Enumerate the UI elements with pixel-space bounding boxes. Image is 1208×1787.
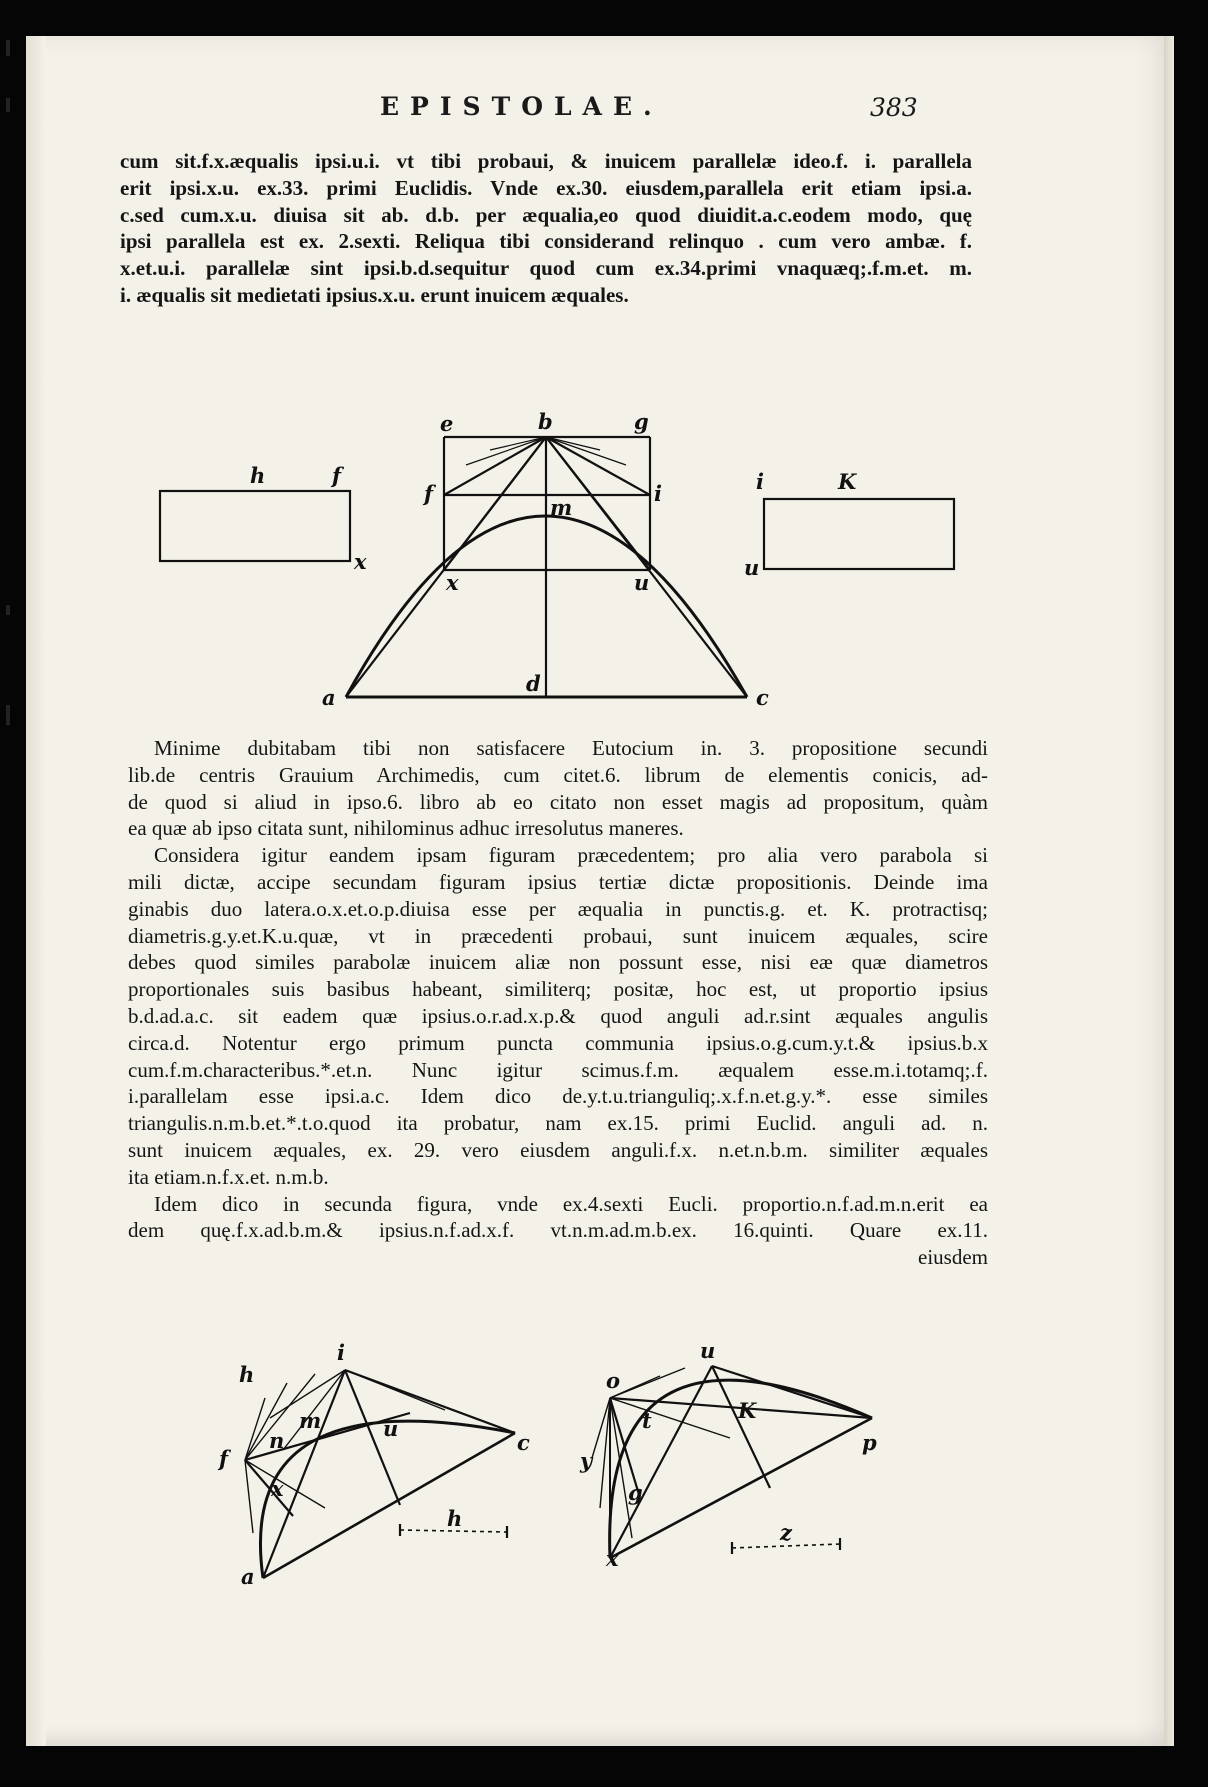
text-line: x.et.u.i. parallelæ sint ipsi.b.d.sequitur quod cum ex.34.primi vnaquæq;.f.m.et. m. [120, 256, 972, 281]
text-line: de quod si aliud in ipso.6. libro ab eo citato non esset magis ad propositum, quàm [128, 789, 988, 814]
fan-line [245, 1460, 325, 1508]
text-block-top [120, 148, 972, 309]
text-block-main [128, 735, 988, 1271]
text-line: debes quod similes parabolæ inuicem aliæ non possunt esse, nisi eæ quæ diametros [128, 950, 988, 975]
page-number: 383 [870, 93, 918, 122]
label-a: a [322, 685, 336, 710]
label-d: d [526, 671, 541, 696]
page-edge [1164, 36, 1174, 1746]
label-g: g [628, 1480, 643, 1505]
label-x: x [271, 1476, 284, 1501]
label-u: u [634, 570, 650, 595]
label-m: m [550, 495, 573, 520]
text-line: ea quæ ab ipso citata sunt, nihilominus adhuc irresolutus maneres. [128, 816, 684, 841]
margin-mark [6, 40, 10, 56]
catchword: eiusdem [918, 1245, 988, 1270]
fan-line [245, 1460, 253, 1533]
text-line: i.parallelam esse ipsi.a.c. Idem dico de.y.t.u.trianguliq;.x.f.n.et.g.y.*. esse similes [128, 1084, 988, 1109]
margin-mark [6, 605, 10, 615]
text-line: cum sit.f.x.æqualis ipsi.u.i. vt tibi probaui, & inuicem parallelæ ideo.f. i. parallela [120, 149, 972, 173]
left-margin-marks [2, 0, 16, 1787]
text-line: i. æqualis sit medietati ipsius.x.u. erunt inuicem æquales. [120, 282, 629, 307]
figure-parabola-left [215, 1338, 545, 1588]
fan-line [610, 1368, 685, 1398]
text-line: dem quę.f.x.ad.b.m.& ipsius.n.f.ad.x.f. vt.n.m.ad.m.b.ex. 16.quinti. Quare ex.11. [128, 1218, 988, 1243]
text-line: circa.d. Notentur ergo primum puncta communia ipsius.o.g.cum.y.t.& ipsius.b.x [128, 1030, 988, 1055]
label-y: y [580, 1448, 593, 1473]
fan-line [610, 1398, 730, 1438]
text-line: b.d.ad.a.c. sit eadem quæ ipsius.o.r.ad.x.p.& quod anguli ad.r.sint æquales angulis [128, 1003, 988, 1028]
label-x: x [446, 570, 459, 595]
line-f-x [245, 1460, 293, 1516]
label-c: c [756, 685, 769, 710]
label-m: m [299, 1408, 322, 1433]
right-rectangle [764, 499, 954, 569]
running-title: EPISTOLAE. [380, 92, 663, 121]
text-line: ipsi parallela est ex. 2.sexti. Reliqua tibi considerand relinquo . cum vero ambæ. f. [120, 229, 972, 254]
label-t: t [642, 1408, 652, 1433]
line-ia [263, 1370, 345, 1578]
text-line: Considera igitur eandem ipsam figuram præcedentem; pro alia vero parabola si [154, 843, 988, 868]
label-scale-h: h [447, 1506, 463, 1531]
base-line-xp [610, 1418, 872, 1558]
text-line: cum.f.m.characteribus.*.et.n. Nunc igitur scimus.f.m. æqualem esse.m.i.totamq;.f. [128, 1057, 988, 1082]
text-line: sunt inuicem æquales, ex. 29. vero eiusdem anguli.f.x. n.et.n.b.m. similiter æquales [128, 1137, 988, 1162]
label-f: f [219, 1446, 229, 1471]
label-c: c [517, 1430, 530, 1455]
label-f: f [424, 481, 434, 506]
label-rect-f: f [332, 463, 342, 488]
text-line: proportionales suis basibus habeant, similiterq; positæ, hoc est, ut proportio ipsius [128, 977, 988, 1002]
label-u: u [700, 1338, 716, 1363]
label-i: i [654, 481, 662, 506]
line-u-p [712, 1366, 872, 1418]
text-line: Minime dubitabam tibi non satisfacere Eutocium in. 3. propositione secundi [154, 736, 988, 760]
label-k: K [738, 1398, 757, 1423]
label-rect-x: x [354, 549, 367, 574]
text-line: c.sed cum.x.u. diuisa sit ab. d.b. per æqualia,eo quod diuidit.a.c.eodem modo, quę [120, 202, 972, 227]
label-rect-i: i [756, 469, 764, 494]
margin-mark [6, 705, 10, 725]
chord-bf [444, 437, 546, 495]
label-e: e [440, 411, 454, 436]
label-g: g [634, 409, 649, 434]
text-line: erit ipsi.x.u. ex.33. primi Euclidis. Vnde ex.30. eiusdem,parallela erit etiam ipsi.a. [120, 175, 972, 200]
left-rectangle [160, 491, 350, 561]
text-line: ita etiam.n.f.x.et. n.m.b. [128, 1164, 329, 1189]
text-line: triangulis.n.m.b.et.*.t.o.quod ita probatur, nam ex.15. primi Euclid. anguli ad. n. [128, 1111, 988, 1136]
label-scale-z: z [780, 1520, 792, 1545]
label-x: x [606, 1546, 619, 1568]
page-binding-shadow [26, 36, 46, 1746]
label-rect-u: u [744, 555, 760, 580]
chord-bx [444, 437, 546, 570]
text-line: mili dictæ, accipe secundam figuram ipsius tertiæ dictæ propositionis. Deinde ima [128, 869, 988, 894]
label-rect-h: h [250, 463, 266, 488]
label-i: i [337, 1340, 345, 1365]
fan-line [610, 1398, 632, 1538]
label-rect-k: K [838, 469, 857, 494]
line-x-u [610, 1366, 712, 1558]
label-h: h [239, 1362, 255, 1387]
chord-bi [546, 437, 650, 495]
base-line-ac [263, 1433, 515, 1578]
text-line: diametris.g.y.et.K.u.quæ, vt in præcedenti probaui, sunt inuicem æquales, scire [128, 923, 988, 948]
label-b: b [538, 409, 553, 434]
margin-mark [6, 98, 10, 112]
figure-parabola-right [570, 1338, 900, 1568]
text-line: Idem dico in secunda figura, vnde ex.4.sexti Eucli. proportio.n.f.ad.m.n.erit ea [154, 1191, 988, 1216]
label-a: a [241, 1564, 255, 1588]
label-n: n [269, 1428, 285, 1453]
text-line: ginabis duo latera.o.x.et.o.p.diuisa esse per æqualia in punctis.g. et. K. protractisq; [128, 896, 988, 921]
figure-parabola-main [110, 395, 990, 725]
text-line: lib.de centris Grauium Archimedis, cum citet.6. librum de elementis conicis, ad- [128, 762, 988, 787]
label-o: o [606, 1368, 621, 1393]
label-u: u [383, 1416, 399, 1441]
label-p: p [862, 1430, 877, 1455]
